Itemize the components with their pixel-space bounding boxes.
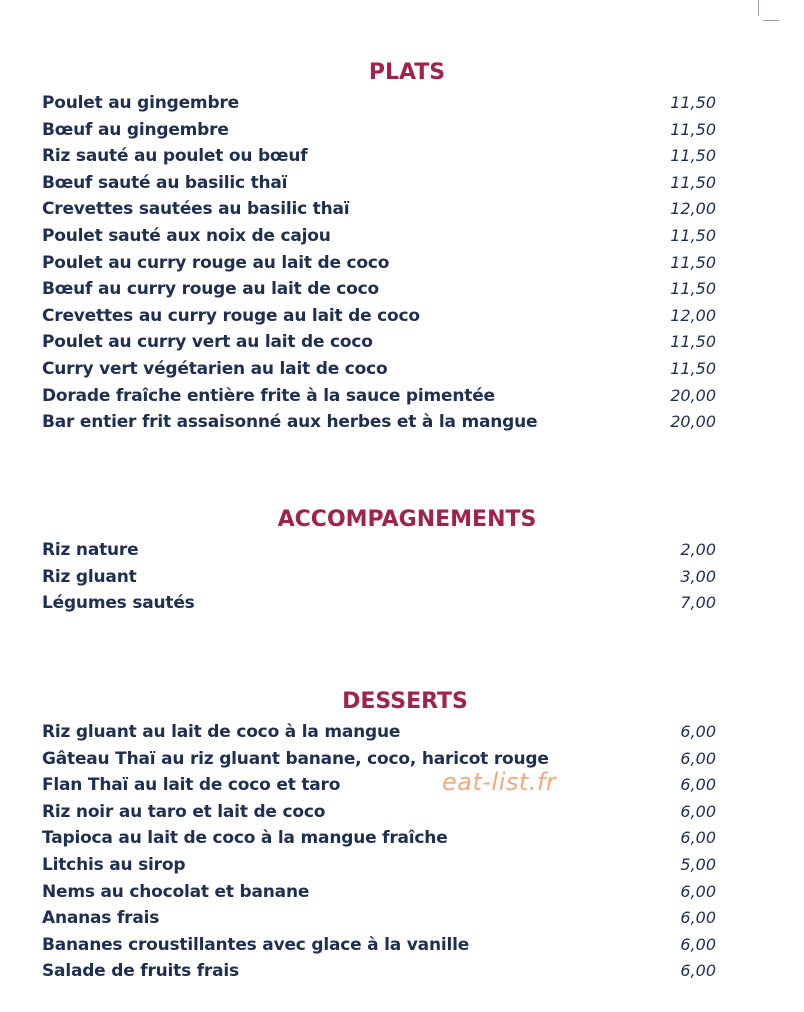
menu-item [42, 196, 716, 223]
section-plats [0, 58, 804, 436]
menu-item [42, 170, 716, 197]
menu-item-price: 6,00 [680, 881, 716, 901]
menu-item-name: Gâteau Thaï au riz gluant banane, coco, haricot rouge [42, 748, 549, 769]
menu-item [42, 143, 716, 170]
section-title: PLATS [368, 60, 446, 85]
menu-item-name: Litchis au sirop [42, 854, 186, 875]
menu-item-price: 11,50 [670, 279, 716, 299]
item-list [0, 537, 804, 617]
menu-item [42, 117, 716, 144]
watermark: eat-list.fr [442, 768, 557, 796]
menu-item-price: 12,00 [670, 305, 716, 325]
menu-item [42, 276, 716, 303]
menu-item-price: 11,50 [670, 252, 716, 272]
menu-item-price: 2,00 [680, 540, 716, 559]
menu-item [42, 772, 716, 799]
menu-item-name: Curry vert végétarien au lait de coco [42, 358, 388, 379]
menu-item [42, 746, 716, 773]
menu-item-price: 11,50 [670, 119, 716, 139]
menu-item-name: Poulet sauté aux noix de cajou [42, 225, 331, 246]
menu-item-name: Riz sauté au poulet ou bœuf [42, 146, 308, 167]
menu-item [42, 356, 716, 383]
menu-item-name: Crevettes au curry rouge au lait de coco [42, 305, 420, 326]
menu-item-name: Tapioca au lait de coco à la mangue fraîche [42, 828, 448, 849]
menu-item-price: 5,00 [680, 854, 716, 874]
menu-item-price: 6,00 [680, 775, 716, 795]
section-title: DESSERTS [342, 689, 468, 714]
menu-item-name: Riz nature [42, 540, 139, 560]
menu-item [42, 223, 716, 250]
menu-item [42, 719, 716, 746]
menu-item [42, 90, 716, 117]
menu-item-name: Nems au chocolat et banane [42, 881, 310, 902]
menu-item-price: 6,00 [680, 908, 716, 928]
menu-item-name: Bœuf au gingembre [42, 119, 229, 140]
menu-item [42, 799, 716, 826]
scan-corner-mark [758, 0, 780, 24]
menu-item [42, 825, 716, 852]
menu-item-price: 6,00 [680, 934, 716, 954]
menu-item-price: 12,00 [670, 199, 716, 219]
menu-item-name: Bar entier frit assaisonné aux herbes et à la mangue [42, 412, 538, 433]
menu-item-name: Poulet au gingembre [42, 93, 239, 113]
menu-item-price: 6,00 [680, 748, 716, 768]
menu-item-name: Poulet au curry rouge au lait de coco [42, 252, 390, 273]
menu-item [42, 537, 716, 564]
menu-item-name: Riz noir au taro et lait de coco [42, 801, 326, 822]
menu-item-price: 6,00 [680, 722, 716, 741]
section-desserts [0, 687, 804, 985]
menu-item-price: 20,00 [670, 385, 716, 405]
menu-item-price: 11,50 [670, 225, 716, 245]
menu-item [42, 409, 716, 436]
corner-line-horizontal [763, 20, 779, 21]
menu-item-name: Bœuf au curry rouge au lait de coco [42, 279, 379, 300]
menu-item-price: 11,50 [670, 358, 716, 378]
menu-item [42, 932, 716, 959]
menu-item-price: 11,50 [670, 172, 716, 192]
menu-item [42, 564, 716, 591]
section-accompagnements [0, 505, 804, 617]
menu-item-name: Légumes sautés [42, 593, 195, 614]
menu-item-name: Bœuf sauté au basilic thaï [42, 172, 288, 193]
section-title: ACCOMPAGNEMENTS [277, 507, 537, 532]
menu-item-name: Dorade fraîche entière frite à la sauce pimentée [42, 385, 495, 406]
menu-item-name: Flan Thaï au lait de coco et taro [42, 775, 341, 796]
menu-item-name: Bananes croustillantes avec glace à la vanille [42, 934, 470, 955]
menu-item [42, 958, 716, 985]
menu-item [42, 852, 716, 879]
menu-item [42, 383, 716, 410]
menu-item-price: 6,00 [680, 801, 716, 821]
menu-item [42, 250, 716, 277]
menu-item-price: 11,50 [670, 93, 716, 112]
item-list [0, 719, 804, 985]
menu-item [42, 590, 716, 617]
menu-item-name: Poulet au curry vert au lait de coco [42, 332, 373, 353]
menu-item [42, 303, 716, 330]
menu-item-name: Crevettes sautées au basilic thaï [42, 199, 350, 220]
menu-item [42, 905, 716, 932]
menu-item-price: 6,00 [680, 828, 716, 848]
corner-line-vertical [758, 0, 759, 16]
menu-item-name: Riz gluant au lait de coco à la mangue [42, 722, 401, 742]
menu-item-name: Riz gluant [42, 566, 137, 587]
menu-item-price: 11,50 [670, 146, 716, 166]
menu-item [42, 329, 716, 356]
menu-item-price: 11,50 [670, 332, 716, 352]
menu-item-price: 20,00 [670, 412, 716, 432]
menu-item-name: Salade de fruits frais [42, 961, 239, 982]
menu-item-price: 7,00 [680, 593, 716, 613]
item-list [0, 90, 804, 436]
menu-item [42, 879, 716, 906]
menu-item-price: 6,00 [680, 961, 716, 981]
menu-item-price: 3,00 [680, 566, 716, 586]
menu-item-name: Ananas frais [42, 908, 160, 929]
